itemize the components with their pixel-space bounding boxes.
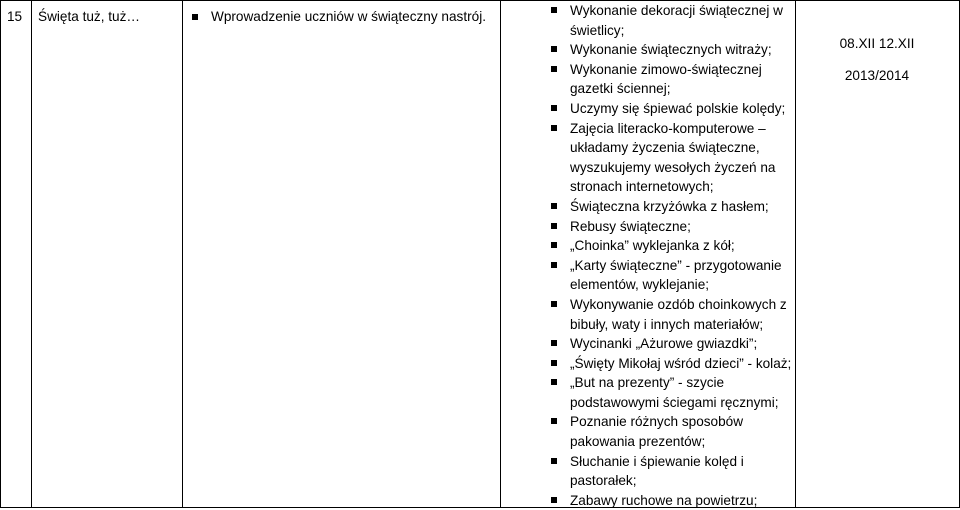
list-item-line: Wycinanki „Ażurowe gwiazdki”;	[570, 336, 758, 352]
bullet-icon	[551, 7, 557, 13]
list-item-line: stronach internetowych;	[570, 179, 714, 195]
bullet-icon	[551, 223, 557, 229]
list-item-line: Świąteczna krzyżówka z hasłem;	[570, 198, 769, 214]
column-divider	[31, 0, 32, 508]
topic-cell: Święta tuż, tuż…	[38, 9, 140, 24]
list-item	[548, 1, 793, 40]
list-item-line: „Choinka” wyklejanka z kół;	[570, 238, 735, 254]
list-item-line: Zajęcia literacko-komputerowe –	[570, 120, 766, 136]
activities-list	[548, 1, 793, 510]
list-item-line: Rebusy świąteczne;	[570, 218, 691, 234]
list-item	[548, 256, 793, 295]
list-item-line: „But na prezenty” - szycie	[570, 375, 725, 391]
bullet-icon	[551, 340, 557, 346]
bullet-icon	[551, 360, 557, 366]
row-number: 15	[7, 9, 23, 24]
list-item-line: pakowania prezentów;	[570, 434, 706, 450]
list-item-line: pastorałek;	[570, 473, 637, 489]
list-item-line: podstawowymi ściegami ręcznymi;	[570, 394, 779, 410]
bullet-icon	[551, 458, 557, 464]
list-item-line: Słuchanie i śpiewanie kolęd i	[570, 453, 744, 469]
list-item-line: Wykonanie zimowo-świątecznej	[570, 61, 762, 77]
list-item-line: elementów, wyklejanie;	[570, 277, 710, 293]
list-item-line: gazetki ściennej;	[570, 81, 671, 97]
column-divider	[500, 0, 501, 508]
list-item-line: układamy życzenia świąteczne,	[570, 140, 760, 156]
list-item	[548, 491, 793, 510]
list-item	[548, 452, 793, 491]
list-item	[548, 119, 793, 197]
goal-text: Wprowadzenie uczniów w świąteczny nastrój.	[211, 9, 487, 24]
bullet-icon	[551, 262, 557, 268]
bullet-icon	[551, 203, 557, 209]
list-item	[548, 60, 793, 99]
list-item-line: bibuły, waty i innych materiałów;	[570, 316, 764, 332]
list-item	[548, 412, 793, 451]
list-item	[548, 40, 793, 60]
bullet-icon	[551, 105, 557, 111]
list-item-line: Wykonywanie ozdób choinkowych z	[570, 296, 787, 312]
list-item	[548, 236, 793, 256]
bullet-icon	[551, 125, 557, 131]
bullet-icon	[551, 301, 557, 307]
list-item-line: świetlicy;	[570, 22, 625, 38]
list-item	[548, 334, 793, 354]
school-year: 2013/2014	[844, 68, 910, 83]
list-item-line: „Święty Mikołaj wśród dzieci” - kolaż;	[570, 355, 792, 371]
list-item-line: Poznanie różnych sposobów	[570, 414, 744, 430]
list-item-line: „Karty świąteczne” - przygotowanie	[570, 257, 782, 273]
list-item-line: Zabawy ruchowe na powietrzu;	[570, 492, 758, 508]
list-item	[548, 295, 793, 334]
goal-cell	[189, 7, 486, 26]
list-item-line: Wykonanie dekoracji świątecznej w	[570, 3, 783, 18]
list-item-line: Uczymy się śpiewać polskie kolędy;	[570, 100, 786, 116]
list-item-line: wyszukujemy wesołych życzeń na	[570, 159, 776, 175]
column-divider	[795, 0, 796, 508]
list-item	[548, 217, 793, 237]
column-divider	[182, 0, 183, 508]
bullet-icon	[551, 418, 557, 424]
list-item	[548, 354, 793, 374]
bullet-icon	[551, 497, 557, 503]
bullet-icon	[551, 66, 557, 72]
list-item-line: Wykonanie świątecznych witraży;	[570, 42, 772, 58]
bullet-icon	[551, 242, 557, 248]
bullet-icon	[551, 46, 557, 52]
list-item	[548, 99, 793, 119]
list-item	[548, 197, 793, 217]
list-item	[548, 373, 793, 412]
date-range: 08.XII 12.XII	[839, 36, 915, 51]
bullet-icon	[551, 379, 557, 385]
bullet-icon	[192, 14, 198, 20]
